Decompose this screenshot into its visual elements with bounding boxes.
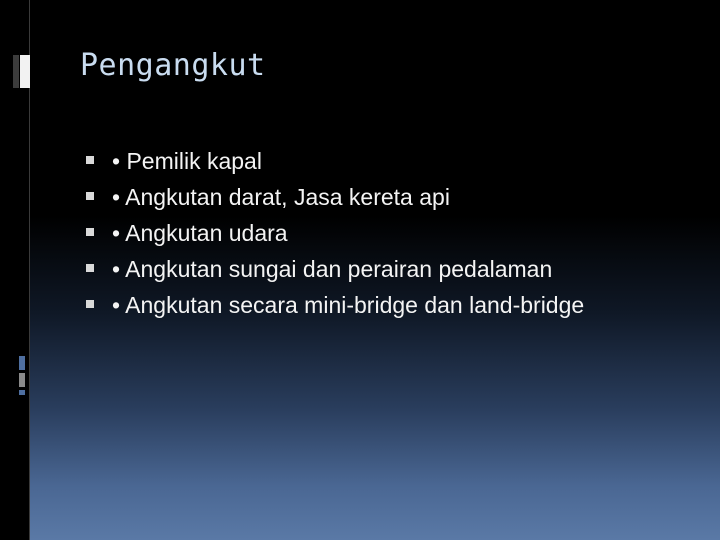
square-bullet-icon [82, 251, 112, 287]
title-accent-dark-block [13, 55, 19, 88]
list-item-label: • Angkutan secara mini-bridge dan land-bridge [112, 292, 585, 318]
list-item [82, 215, 682, 251]
list-item [82, 143, 682, 179]
list-item [82, 251, 682, 287]
accent-bar-gray [19, 373, 25, 387]
square-bullet-icon [82, 215, 112, 251]
square-bullet-icon [82, 179, 112, 215]
accent-bar-stack [19, 356, 25, 398]
list-item-label: • Pemilik kapal [112, 148, 262, 174]
square-bullet-icon [82, 287, 112, 323]
list-item-label: • Angkutan sungai dan perairan pedalaman [112, 256, 553, 282]
square-bullet-icon [82, 143, 112, 179]
list-item-label: • Angkutan darat, Jasa kereta api [112, 184, 450, 210]
list-item [82, 179, 682, 215]
title-accent-white-block [20, 55, 30, 88]
slide-title: Pengangkut [80, 48, 266, 83]
list-item [82, 287, 682, 323]
list-item-label: • Angkutan udara [112, 220, 288, 246]
accent-bar-blue [19, 356, 25, 370]
bullet-list [82, 143, 682, 323]
accent-bar-blue-small [19, 390, 25, 395]
